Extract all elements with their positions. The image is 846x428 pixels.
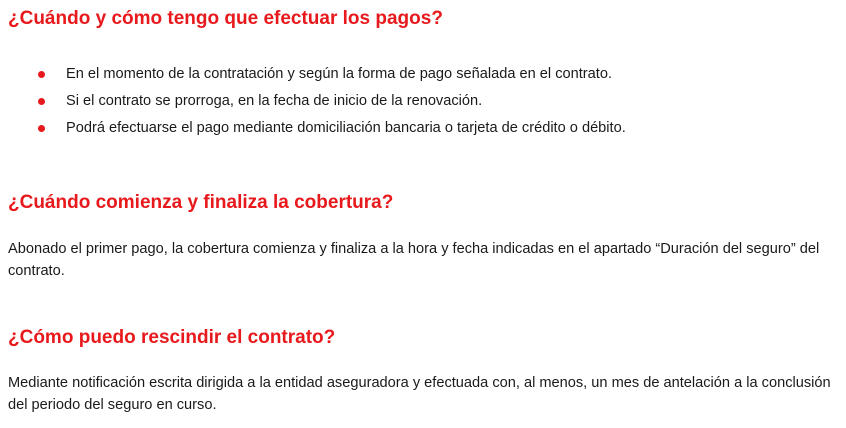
bullet-dot-icon <box>38 98 45 105</box>
list-item-text: En el momento de la contratación y según la forma de pago señalada en el contrato. <box>66 66 612 82</box>
list-item <box>8 88 840 115</box>
coverage-paragraph: Abonado el primer pago, la cobertura comienza y finaliza a la hora y fecha indicadas en el apartado “Duración del seguro” del contrato. <box>8 241 820 279</box>
bullet-dot-icon <box>38 71 45 78</box>
bullet-dot-icon <box>38 125 45 132</box>
list-item-text: Podrá efectuarse el pago mediante domiciliación bancaria o tarjeta de crédito o débito. <box>66 120 626 136</box>
payments-list-section <box>8 61 840 142</box>
list-item <box>8 115 840 142</box>
payments-section <box>8 8 840 30</box>
cancellation-heading: ¿Cómo puedo rescindir el contrato? <box>8 327 336 348</box>
coverage-body-section <box>8 238 840 282</box>
payments-heading: ¿Cuándo y cómo tengo que efectuar los pagos? <box>8 8 443 29</box>
coverage-heading: ¿Cuándo comienza y finaliza la cobertura? <box>8 192 394 213</box>
cancellation-section <box>8 327 840 349</box>
coverage-section <box>8 192 840 214</box>
payments-list <box>8 61 840 142</box>
list-item <box>8 61 840 88</box>
cancellation-paragraph: Mediante notificación escrita dirigida a la entidad aseguradora y efectuada con, al menos, un mes de antelación a la conclusión del periodo del seguro en curso. <box>8 375 831 413</box>
cancellation-body-section <box>8 372 840 416</box>
list-item-text: Si el contrato se prorroga, en la fecha de inicio de la renovación. <box>66 93 483 109</box>
